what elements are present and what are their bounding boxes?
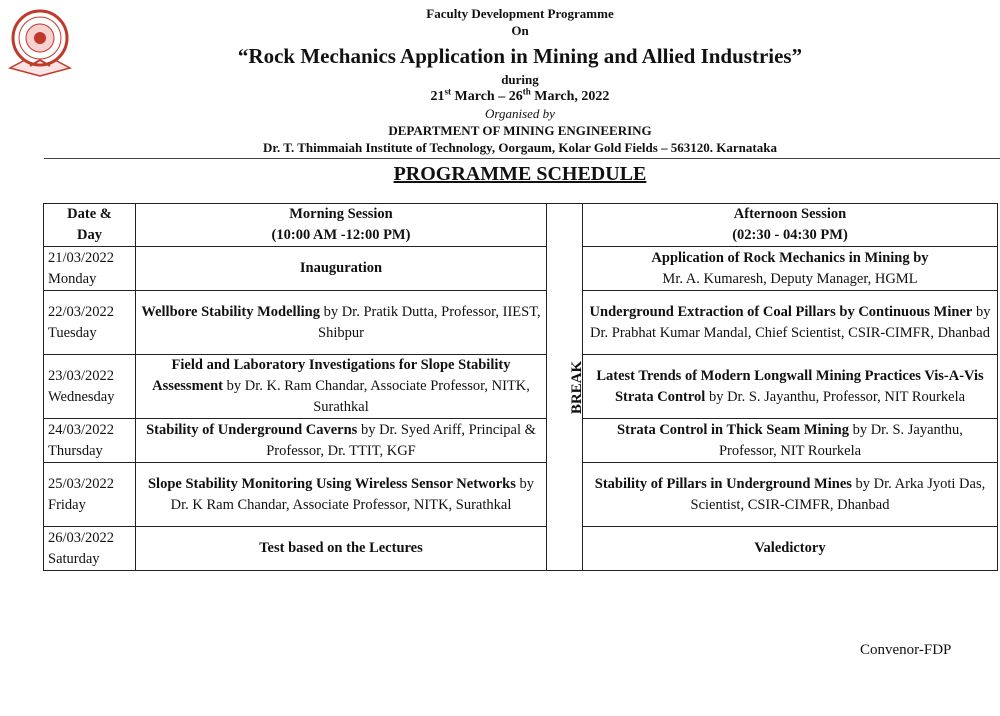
break-label: BREAK (569, 360, 586, 414)
organised-by: Organised by (485, 106, 555, 121)
header-during: during (501, 72, 539, 87)
header-afternoon-session: Afternoon Session (02:30 - 04:30 PM) (583, 204, 998, 247)
table-row (44, 463, 998, 527)
table-row (44, 247, 998, 291)
table-row (44, 527, 998, 571)
schedule-table (43, 203, 998, 571)
morning-session-cell: Wellbore Stability Modelling by Dr. Pratik Dutta, Professor, IIEST, Shibpur (136, 291, 547, 355)
table-row (44, 355, 998, 419)
afternoon-session-cell: Strata Control in Thick Seam Mining by Dr. S. Jayanthu, Professor, NIT Rourkela (583, 419, 998, 463)
morning-session-cell: Inauguration (136, 247, 547, 291)
schedule-title: PROGRAMME SCHEDULE (393, 163, 647, 185)
row-date: 23/03/2022 Wednesday (44, 355, 136, 419)
programme-type: Faculty Development Programme (426, 6, 614, 21)
convenor-signature: Convenor-FDP (860, 642, 952, 658)
programme-title: “Rock Mechanics Application in Mining and Allied Industries” (237, 44, 803, 68)
row-date: 26/03/2022 Saturday (44, 527, 136, 571)
row-date: 25/03/2022 Friday (44, 463, 136, 527)
morning-session-cell: Slope Stability Monitoring Using Wireless Sensor Networks by Dr. K Ram Chandar, Associate Professor, NITK, Surathkal (136, 463, 547, 527)
header-date-day: Date & Day (44, 204, 136, 247)
table-row (44, 419, 998, 463)
afternoon-session-cell: Stability of Pillars in Underground Mines by Dr. Arka Jyoti Das, Scientist, CSIR-CIMFR, Dhanbad (583, 463, 998, 527)
afternoon-session-cell: Latest Trends of Modern Longwall Mining Practices Vis-A-Vis Strata Control by Dr. S. Jayanthu, Professor, NIT Rourkela (583, 355, 998, 419)
morning-session-cell: Test based on the Lectures (136, 527, 547, 571)
table-header-row (44, 204, 998, 247)
afternoon-session-cell: Valedictory (583, 527, 998, 571)
header-morning-session: Morning Session (10:00 AM -12:00 PM) (136, 204, 547, 247)
morning-session-cell: Stability of Underground Caverns by Dr. Syed Ariff, Principal & Professor, Dr. TTIT, KGF (136, 419, 547, 463)
institute-address: Dr. T. Thimmaiah Institute of Technology, Oorgaum, Kolar Gold Fields – 563120. Karnataka (263, 140, 777, 155)
row-date: 21/03/2022 Monday (44, 247, 136, 291)
table-row (44, 291, 998, 355)
morning-session-cell: Field and Laboratory Investigations for Slope Stability Assessment by Dr. K. Ram Chandar, Associate Professor, NITK, Surathkal (136, 355, 547, 419)
row-date: 22/03/2022 Tuesday (44, 291, 136, 355)
afternoon-session-cell: Underground Extraction of Coal Pillars by Continuous Miner by Dr. Prabhat Kumar Mandal, Chief Scientist, CSIR-CIMFR, Dhanbad (583, 291, 998, 355)
row-date: 24/03/2022 Thursday (44, 419, 136, 463)
header-divider (44, 158, 1000, 159)
department-name: DEPARTMENT OF MINING ENGINEERING (388, 123, 652, 138)
afternoon-session-cell: Application of Rock Mechanics in Mining by Mr. A. Kumaresh, Deputy Manager, HGML (583, 247, 998, 291)
programme-dates: 21st March – 26th March, 2022 (430, 86, 610, 104)
document-header (0, 0, 1000, 156)
header-on: On (511, 23, 529, 38)
break-column (547, 204, 586, 571)
